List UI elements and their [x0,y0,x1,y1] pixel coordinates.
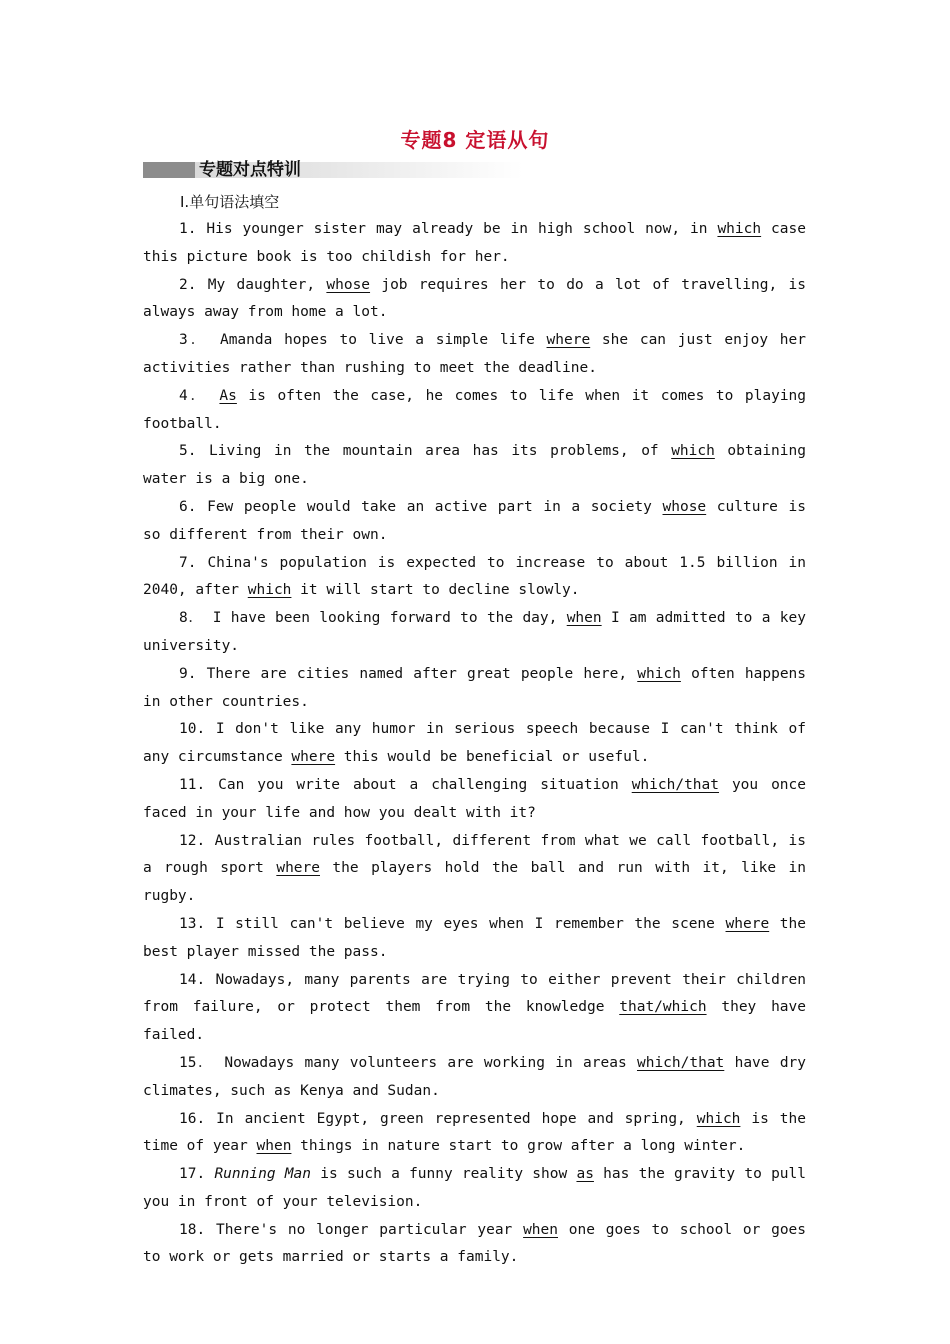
item-answer: As [219,387,237,404]
exercise-item [143,828,806,911]
exercise-item [143,1106,806,1162]
item-number: 15． [179,1054,215,1071]
item-text: My daughter, [207,276,327,293]
item-answer: which [671,443,715,460]
item-text: Nowadays many volunteers are working in areas [224,1054,637,1071]
item-text: There's no longer particular year [216,1221,524,1238]
item-text: they have failed. [143,999,806,1044]
item-text: the players hold the ball and run with it, like in rugby. [143,860,807,905]
item-answer: where [546,332,591,349]
page-title: 专题8 定语从句 [400,128,550,152]
item-answer: which [247,582,292,599]
item-number: 18. [179,1221,206,1238]
exercise-item [143,327,806,383]
item-number: 13. [179,915,206,932]
item-text: China's population is expected to increase to about 1.5 billion in 2040, after [143,554,806,599]
item-number: 11. [179,776,206,793]
item-text: Living in the mountain area has its problems, of [209,443,672,460]
item-answer: which [696,1110,741,1127]
item-number: 7. [179,554,197,571]
item-answer: that/which [619,999,707,1016]
exercise-item [143,1161,806,1217]
item-number: 8． [179,610,204,627]
item-answer: which [637,665,681,682]
item-answer: which [717,221,762,237]
item-number: 9. [179,665,197,682]
item-answer: as [576,1166,594,1183]
banner-dark-bar [143,162,195,178]
exercise-item [143,716,806,772]
section-banner [143,159,523,181]
exercise-item [143,911,806,967]
item-answer: where [291,749,336,766]
item-text: job requires her to do a lot of travelling, is always away from home a lot. [143,276,806,321]
exercise-item [143,1050,806,1106]
exercise-item [143,216,806,272]
item-answer: when [523,1221,558,1238]
exercise-item [143,383,806,439]
item-answer: whose [326,276,371,293]
exercise-item [143,967,806,1050]
item-text: one goes to school or goes to work or gets married or starts a family. [143,1221,807,1266]
item-text: I still can't believe my eyes when I remember the scene [215,915,726,932]
item-text: obtaining water is a big one. [143,443,806,488]
item-text: Amanda hopes to live a simple life [219,332,547,349]
section-heading: Ⅰ.单句语法填空 [180,193,280,211]
banner-label: 专题对点特训 [199,160,301,180]
exercise-item [143,550,806,606]
item-text: is often the case, he comes to life when it comes to playing football. [143,387,807,432]
item-text: has the gravity to pull you in front of your television. [143,1166,807,1210]
item-number: 3． [179,332,209,349]
item-text: often happens in other countries. [143,665,807,710]
item-number: 16. [179,1110,206,1127]
exercise-item [143,1217,806,1273]
item-text: I don't like any humor in serious speech because I can't think of any circumstance [143,721,806,766]
item-text: is such a funny reality show [311,1166,577,1183]
item-text: have dry climates, such as Kenya and Sudan. [143,1054,807,1099]
item-text: the best player missed the pass. [143,915,806,960]
item-answer: where [276,860,320,877]
exercise-item [143,494,806,550]
item-number: 2. [179,276,197,293]
item-number: 12. [179,832,206,849]
item-text: culture is so different from their own. [143,498,806,543]
item-text: In ancient Egypt, green represented hope and spring, [216,1110,697,1127]
item-text: case this picture book is too childish for her. [143,221,806,265]
item-text: Few people would take an active part in a society [207,498,663,515]
item-text: I am admitted to a key university. [143,610,806,654]
item-text: things in nature start to grow after a long winter. [291,1138,746,1155]
item-text: Can you write about a challenging situation [218,776,632,793]
item-text: is the time of year [143,1110,806,1155]
exercise-item [143,438,806,494]
item-answer: when [566,610,602,627]
item-text: this would be beneficial or useful. [335,749,650,766]
item-text: There are cities named after great people here, [206,665,638,682]
item-text: it will start to decline slowly. [291,582,580,599]
item-answer: which/that [636,1054,725,1071]
exercise-item [143,661,806,717]
exercise-item [143,272,806,328]
exercise-item [143,772,806,828]
item-answer: where [725,915,770,932]
item-text: Nowadays, many parents are trying to either prevent their children from failure, or protect them from the knowledge [143,971,806,1016]
item-text: I have been looking forward to the day, [212,610,567,627]
item-number: 17. [179,1166,206,1183]
item-number: 14. [179,971,206,988]
item-number: 6. [179,498,197,515]
item-number: 4． [179,387,208,404]
item-number: 5. [179,443,197,460]
exercise-item [143,605,806,661]
item-text: you once faced in your life and how you dealt with it? [143,776,806,821]
item-answer: when [256,1138,292,1155]
item-answer: whose [662,498,707,515]
item-answer: which/that [631,776,720,793]
item-text: she can just enjoy her activities rather than rushing to meet the deadline. [143,332,806,376]
item-number: 1. [179,221,197,237]
item-text: His younger sister may already be in high school now, in [206,221,718,237]
item-text: Australian rules football, different from what we call football, is a rough sport [143,832,806,877]
exercise-list [143,216,806,1272]
item-number: 10. [179,721,206,738]
item-italic-title: Running Man [214,1166,311,1183]
